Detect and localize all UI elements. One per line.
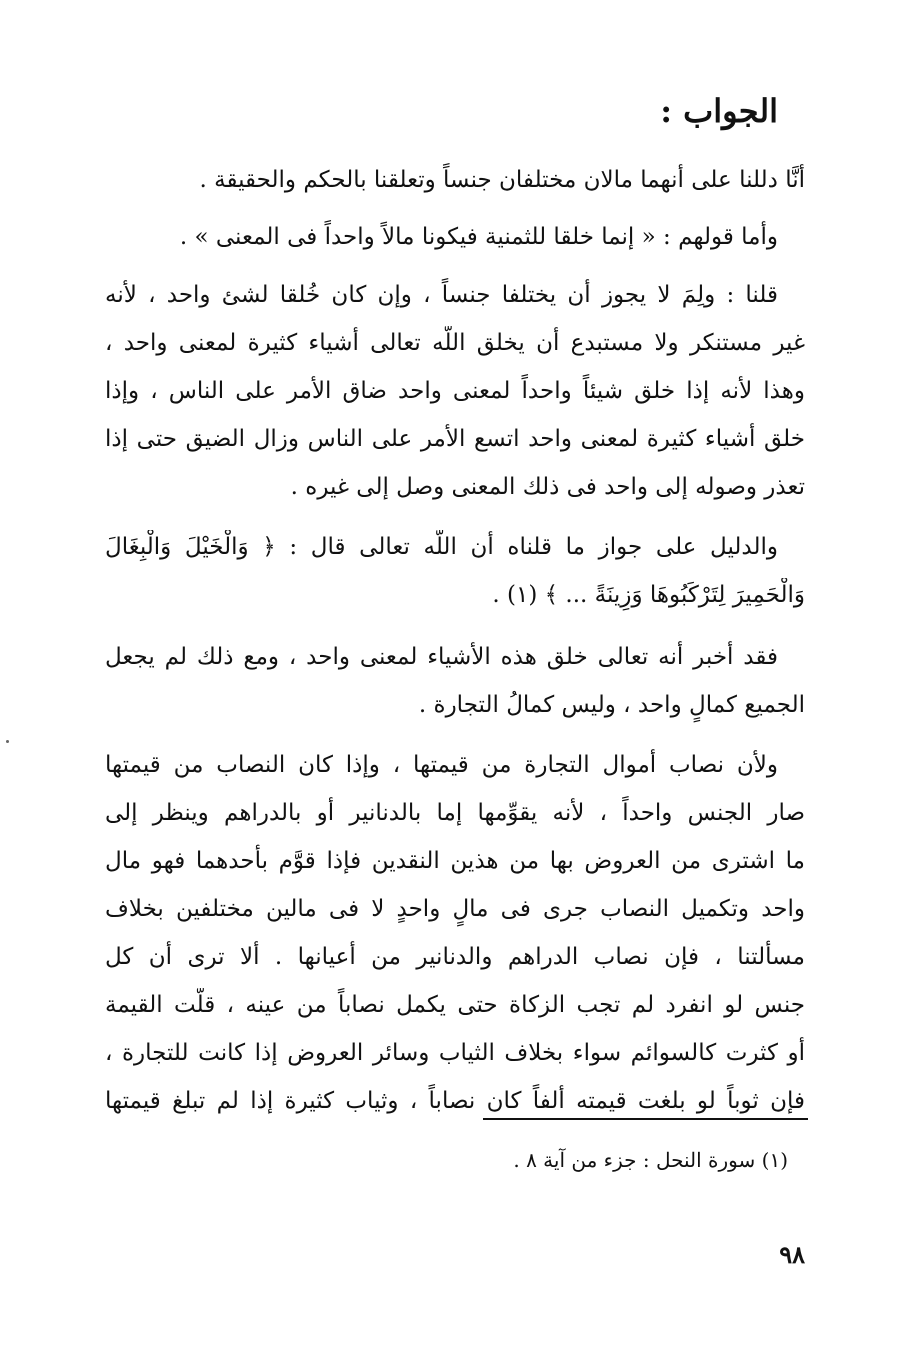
text-line: وأما قولهم : « إنما خلقا للثمنية فيكونا مالاً واحداً فى المعنى » .: [179, 224, 778, 250]
text-line: أو كثرت كالسوائم سواء بخلاف الثياب وسائر العروض إذا كانت للتجارة ،: [105, 1040, 805, 1066]
text-line: ما اشترى من العروض بها من هذين النقدين فإذا قوَّم بأحدهما فهو مال: [105, 848, 805, 874]
text-line: مسألتنا ، فإن نصاب الدراهم والدنانير من أعيانها . ألا ترى أن كل: [105, 944, 805, 970]
section-heading: الجواب :: [660, 92, 778, 130]
margin-dot: [6, 740, 9, 743]
text-line: أنَّا دللنا على أنهما مالان مختلفان جنساً وتعلقنا بالحكم والحقيقة .: [199, 167, 805, 193]
text-line: فقد أخبر أنه تعالى خلق هذه الأشياء لمعنى واحد ، ومع ذلك لم يجعل: [105, 644, 778, 670]
text-line: الجميع كمالٍ واحد ، وليس كمالُ التجارة .: [418, 692, 805, 718]
text-line: جنس لو انفرد لم تجب الزكاة حتى يكمل نصاباً من عينه ، قلَّت القيمة: [105, 992, 805, 1018]
text-line: صار الجنس واحداً ، لأنه يقوِّمها إما بالدنانير أو بالدراهم وينظر إلى: [105, 800, 805, 826]
text-line: غير مستنكر ولا مستبدع أن يخلق اللّه تعالى أشياء كثيرة لمعنى واحد ،: [105, 330, 805, 356]
text-line: تعذر وصوله إلى واحد فى ذلك المعنى وصل إلى غيره .: [290, 474, 805, 500]
text-line: خلق أشياء كثيرة لمعنى واحد اتسع الأمر على الناس وزال الضيق حتى إذا: [105, 426, 805, 452]
quran-verse-line: وَالْحَمِيرَ لِتَرْكَبُوهَا وَزِينَةً ... ﴾ (١) .: [492, 582, 805, 608]
footnote: (١) سورة النحل : جزء من آية ٨ .: [513, 1148, 788, 1172]
text-line: وهذا لأنه إذا خلق شيئاً واحداً لمعنى واحد ضاق الأمر على الناس ، وإذا: [105, 378, 805, 404]
text-line: فإن ثوباً لو بلغت قيمته ألفاً كان نصاباً ، وثياب كثيرة إذا لم تبلغ قيمتها: [105, 1088, 805, 1114]
text-line: واحد وتكميل النصاب جرى فى مالٍ واحدٍ لا فى مالين مختلفين بخلاف: [105, 896, 805, 922]
footnote-separator: [483, 1118, 808, 1120]
text-line: قلنا : ولِمَ لا يجوز أن يختلفا جنساً ، وإن كان خُلقا لشئ واحد ، لأنه: [105, 282, 778, 308]
page-number: ٩٨: [779, 1240, 805, 1269]
text-line: والدليل على جواز ما قلناه أن اللّه تعالى قال : ﴿ وَالْخَيْلَ وَالْبِغَالَ: [105, 534, 778, 560]
text-line: ولأن نصاب أموال التجارة من قيمتها ، وإذا كان النصاب من قيمتها: [105, 752, 778, 778]
